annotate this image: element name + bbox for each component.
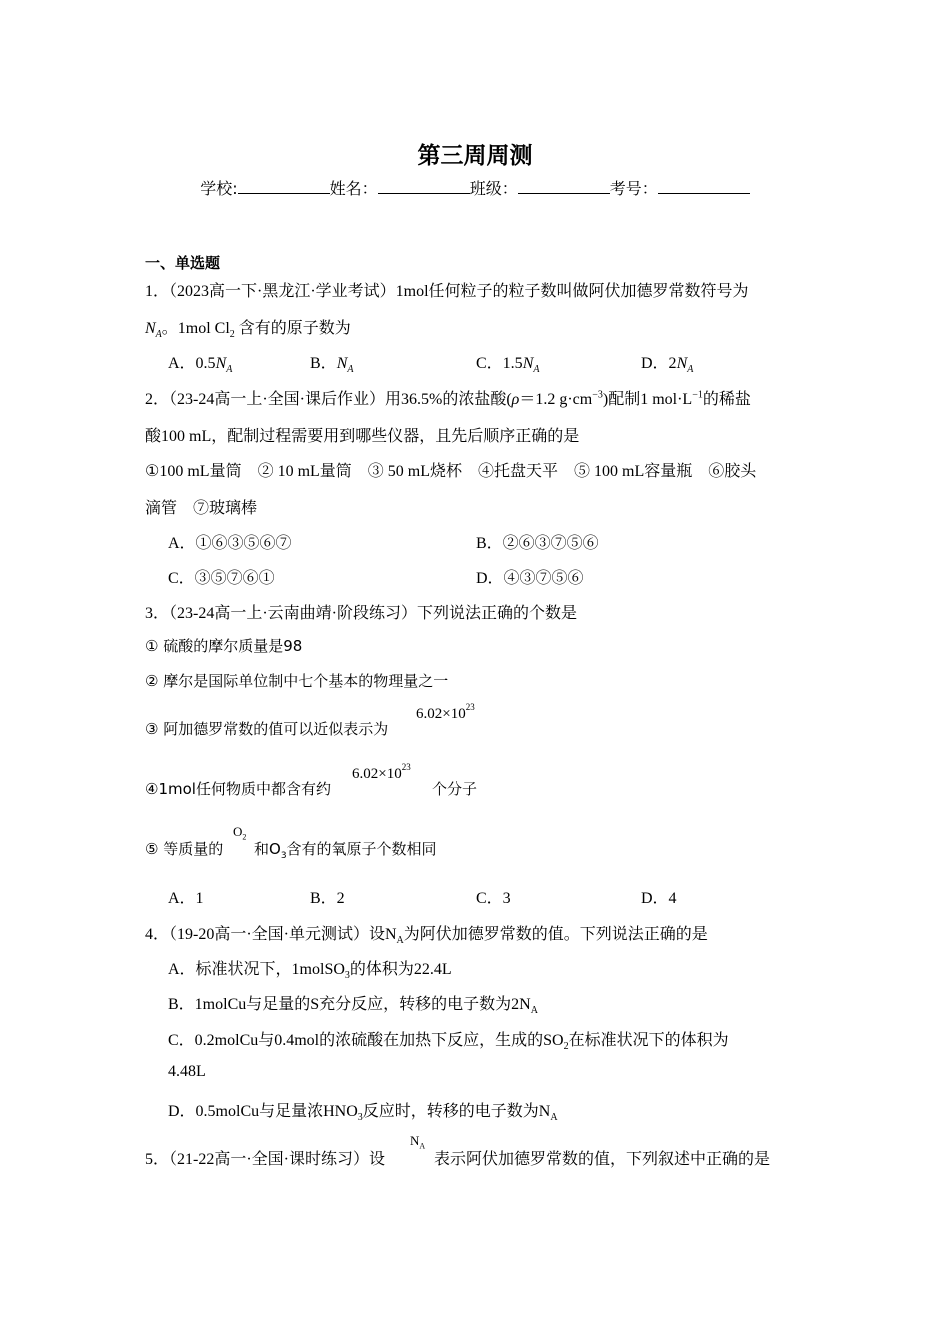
school-label: 学校: <box>200 179 238 198</box>
q2-option-d[interactable]: D．④③⑦⑤⑥ <box>476 570 584 587</box>
q3-option-c[interactable]: C．3 <box>476 890 511 907</box>
number-label: 考号： <box>609 179 658 198</box>
q4-option-c-line2: 4.48L <box>168 1063 206 1080</box>
q1-stem-line2: $N_A$。1mol $Cl_2$ 含有的原子数为 <box>145 320 351 341</box>
class-blank[interactable] <box>518 179 610 194</box>
q3-stem: 3．（23-24高一上·云南曲靖·阶段练习）下列说法正确的个数是 <box>145 605 577 622</box>
q3-o2-formula: $O_2$ <box>233 824 247 842</box>
q3-option-b[interactable]: B．2 <box>310 890 345 907</box>
class-label: 班级： <box>469 179 518 198</box>
q2-instruments-line1: ①100 mL量筒 ② 10 mL量筒 ③ 50 mL烧杯 ④托盘天平 ⑤ 100 mL容量瓶 ⑥胶头 <box>145 463 757 480</box>
name-blank[interactable] <box>378 179 470 194</box>
q3-formula-1: $6.02\times 10^{23}$ <box>416 702 475 722</box>
q3-option-d[interactable]: D．4 <box>641 890 677 907</box>
q1-option-a[interactable]: A．$0.5N_A$ <box>168 355 233 376</box>
q2-option-a[interactable]: A．①⑥③⑤⑥⑦ <box>168 535 292 552</box>
q4-option-d[interactable]: D．0.5molCu与足量浓$HNO_3$反应时，转移的电子数为$N_A$ <box>168 1103 558 1124</box>
q5-stem: 5．（21-22高一·全国·课时练习）设 <box>145 1151 385 1168</box>
q2-option-b[interactable]: B．②⑥③⑦⑤⑥ <box>476 535 599 552</box>
number-blank[interactable] <box>658 179 750 194</box>
q2-stem-line1: 2．（23-24高一上·全国·课后作业）用36.5%的浓盐酸(ρ＝1.2 $g\cdot cm^{-3}$)配制1 $mol\cdot L^{-1}$的稀盐 <box>145 389 751 408</box>
student-info-line <box>0 176 950 199</box>
q3-formula-2: $6.02\times 10^{23}$ <box>352 762 411 782</box>
q5-stem-end: 表示阿伏加德罗常数的值，下列叙述中正确的是 <box>434 1151 771 1168</box>
q3-statement-1: ① 硫酸的摩尔质量是98 <box>145 637 303 655</box>
q4-option-b[interactable]: B．1molCu与足量的S充分反应，转移的电子数为$2N_A$ <box>168 996 538 1017</box>
section-heading: 一、单选题 <box>145 254 221 272</box>
page-title: 第三周周测 <box>417 143 533 168</box>
q3-statement-4: ④1mol任何物质中都含有约 <box>145 780 331 798</box>
q4-option-a[interactable]: A．标准状况下，1molSO$_3$的体积为22.4L <box>168 961 452 982</box>
q1-stem-line1: 1．（2023高一下·黑龙江·学业考试）1mol任何粒子的粒子数叫做阿伏加德罗常数符号为 <box>145 283 749 300</box>
q4-option-c[interactable]: C．0.2molCu与0.4mol的浓硫酸在加热下反应，生成的$SO_2$在标准状况下的体积为 <box>168 1032 729 1053</box>
q2-option-c[interactable]: C．③⑤⑦⑥① <box>168 570 275 587</box>
name-label: 姓名： <box>329 179 378 198</box>
q1-option-b[interactable]: B．$N_A$ <box>310 355 354 376</box>
school-blank[interactable] <box>238 179 330 194</box>
q2-stem-line2: 酸100 mL，配制过程需要用到哪些仪器，且先后顺序正确的是 <box>145 428 580 445</box>
q3-statement-5-end: 和$O_3$含有的氧原子个数相同 <box>254 840 437 861</box>
q3-option-a[interactable]: A．1 <box>168 890 204 907</box>
q3-statement-3: ③ 阿加德罗常数的值可以近似表示为 <box>145 720 389 738</box>
q3-statement-4-end: 个分子 <box>432 780 478 798</box>
q3-statement-2: ② 摩尔是国际单位制中七个基本的物理量之一 <box>145 672 449 690</box>
q1-option-d[interactable]: D．$2N_A$ <box>641 355 694 376</box>
q5-na-formula: $N_A$ <box>410 1133 426 1151</box>
q2-instruments-line2: 滴管 ⑦玻璃棒 <box>145 500 258 517</box>
q1-option-c[interactable]: C．$1.5N_A$ <box>476 355 540 376</box>
q4-stem: 4．（19-20高一·全国·单元测试）设$N_A$为阿伏加德罗常数的值。下列说法正确的是 <box>145 926 708 947</box>
q3-statement-5: ⑤ 等质量的 <box>145 840 224 858</box>
